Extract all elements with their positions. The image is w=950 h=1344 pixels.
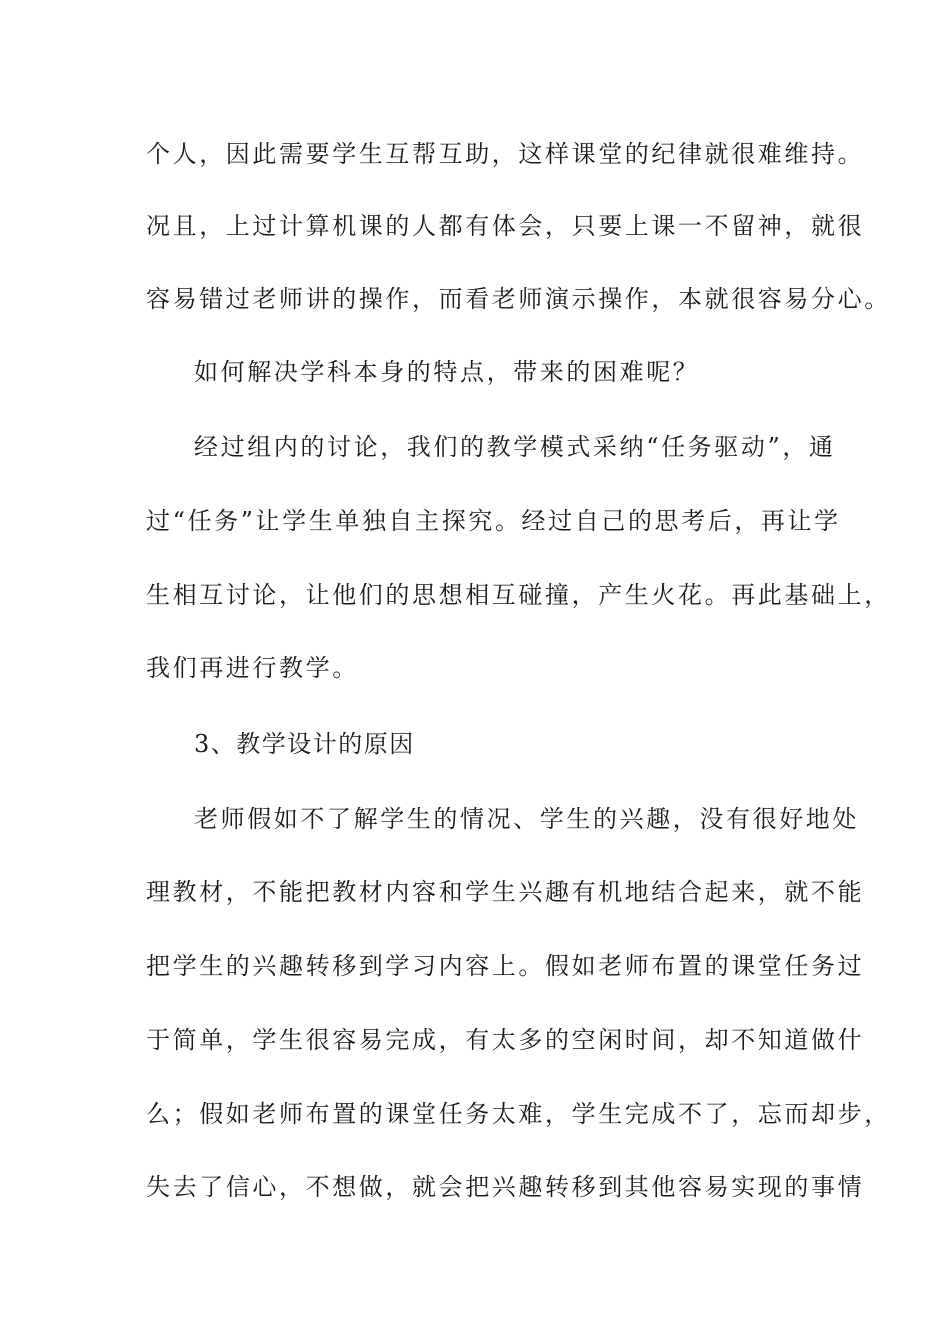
paragraph-line: 理教材，不能把教材内容和学生兴趣有机地结合起来，就不能: [146, 878, 865, 906]
paragraph-line: 经过组内的讨论，我们的教学模式采纳“任务驱动”，通: [194, 433, 836, 461]
paragraph-line: 于简单，学生很容易完成，有太多的空闲时间，却不知道做什: [146, 1026, 865, 1054]
paragraph-line: 如何解决学科本身的特点，带来的困难呢？: [194, 358, 700, 386]
section-heading: 3、教学设计的原因: [194, 730, 415, 758]
paragraph-line: 生相互讨论，让他们的思想相互碰撞，产生火花。再此基础上，: [146, 581, 891, 609]
paragraph-line: 么；假如老师布置的课堂任务太难，学生完成不了，忘而却步，: [146, 1100, 891, 1128]
paragraph-line: 个人，因此需要学生互帮互助，这样课堂的纪律就很难维持。: [146, 140, 865, 168]
paragraph-line: 把学生的兴趣转移到学习内容上。假如老师布置的课堂任务过: [146, 952, 865, 980]
paragraph-line: 我们再进行教学。: [146, 654, 359, 682]
paragraph-line: 过“任务”让学生单独自主探究。经过自己的思考后，再让学: [146, 507, 841, 535]
paragraph-line: 失去了信心，不想做，就会把兴趣转移到其他容易实现的事情: [146, 1173, 865, 1201]
paragraph-line: 况且，上过计算机课的人都有体会，只要上课一不留神，就很: [146, 212, 865, 240]
paragraph-line: 容易错过老师讲的操作，而看老师演示操作，本就很容易分心。: [146, 285, 891, 313]
paragraph-line: 老师假如不了解学生的情况、学生的兴趣，没有很好地处: [194, 805, 859, 833]
